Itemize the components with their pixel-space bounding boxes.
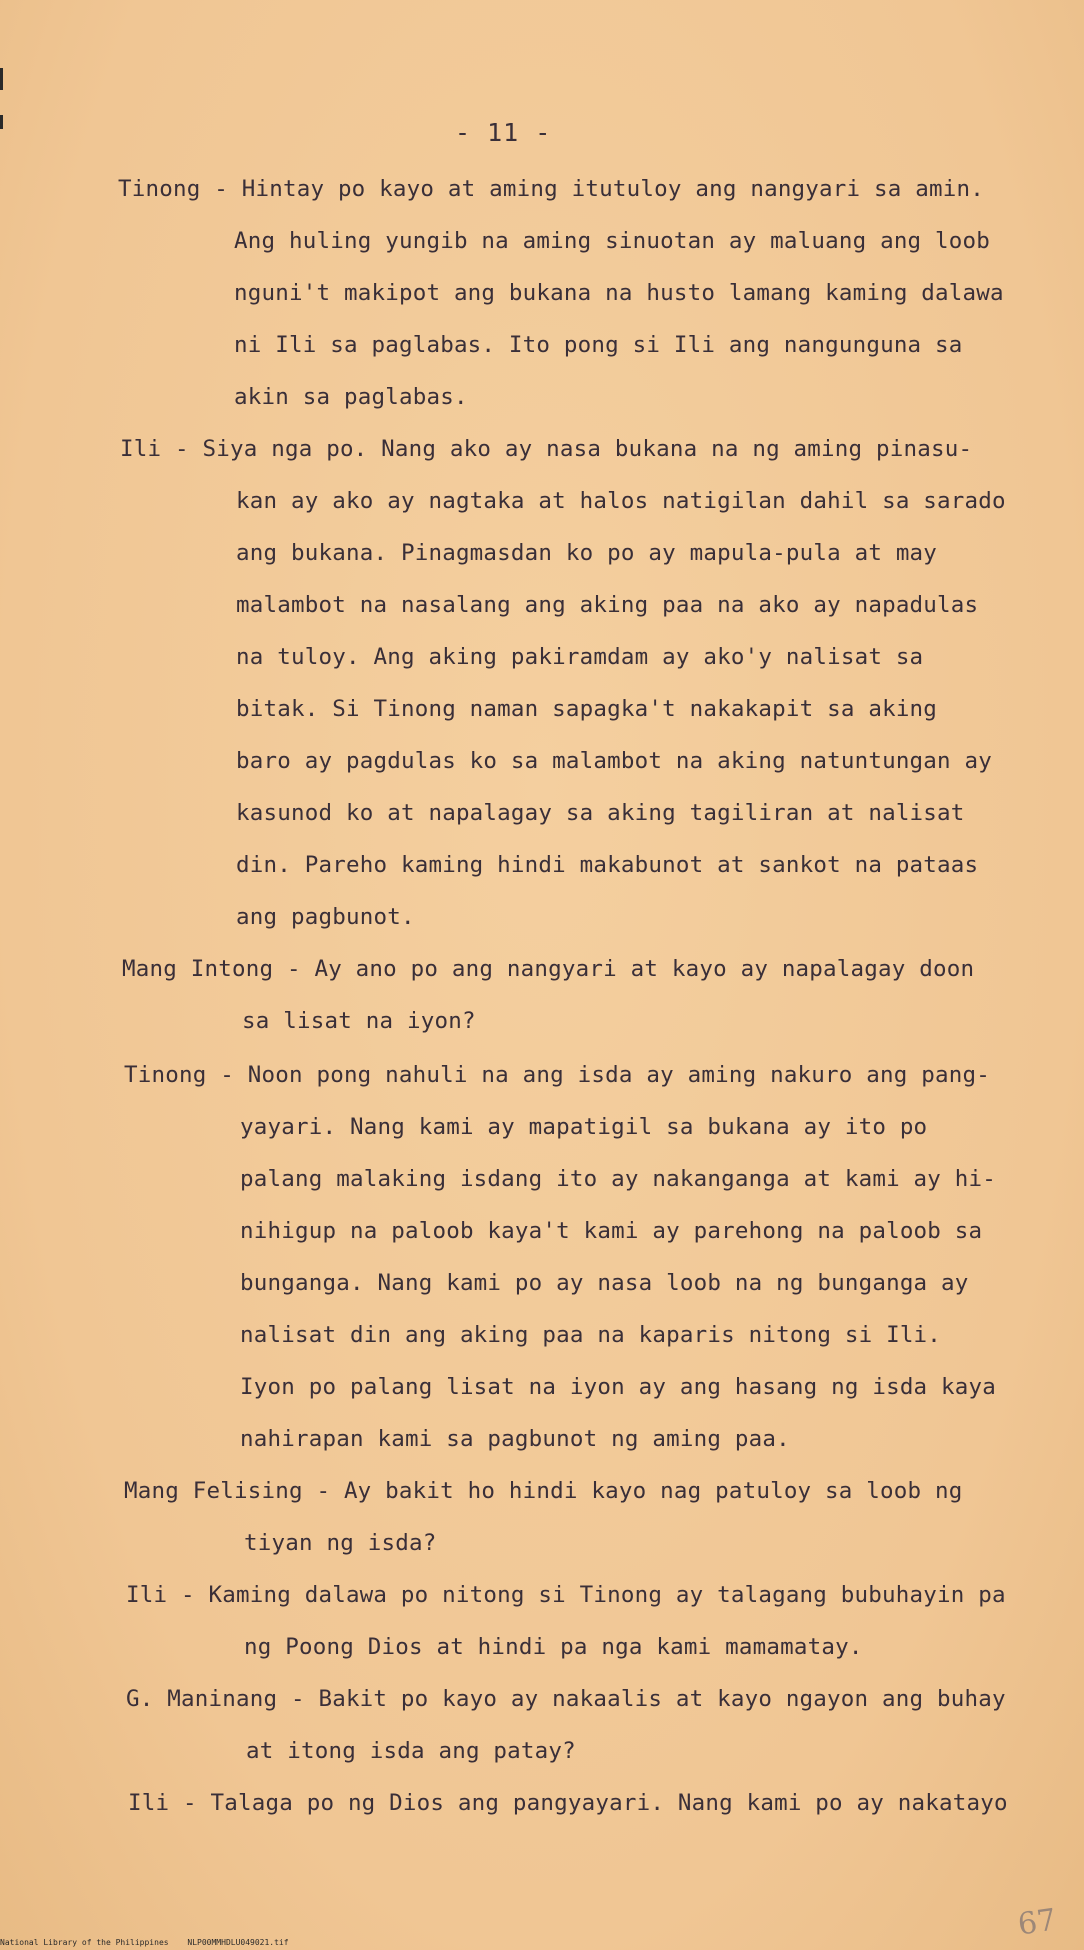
text-line: Ili - Kaming dalawa po nitong si Tinong ay talagang bubuhayin pa bbox=[126, 1582, 1006, 1608]
text-line: ang pagbunot. bbox=[236, 904, 415, 930]
text-line: yayari. Nang kami ay mapatigil sa bukana ay ito po bbox=[240, 1114, 928, 1140]
text-line: malambot na nasalang ang aking paa na ako ay napadulas bbox=[236, 592, 979, 618]
text-line: Ang huling yungib na aming sinuotan ay maluang ang loob bbox=[234, 228, 991, 254]
text-line: bitak. Si Tinong naman sapagka't nakakapit sa aking bbox=[236, 696, 938, 722]
text-line: Mang Felising - Ay bakit ho hindi kayo nag patuloy sa loob ng bbox=[124, 1478, 963, 1504]
text-line: Iyon po palang lisat na iyon ay ang hasang ng isda kaya bbox=[240, 1374, 997, 1400]
binding-mark bbox=[0, 115, 3, 129]
text-line: Ili - Siya nga po. Nang ako ay nasa bukana na ng aming pinasu- bbox=[120, 436, 973, 462]
text-line: kasunod ko at napalagay sa aking tagiliran at nalisat bbox=[236, 800, 965, 826]
text-line: Ili - Talaga po ng Dios ang pangyayari. Nang kami po ay nakatayo bbox=[128, 1790, 1008, 1816]
text-line: nahirapan kami sa pagbunot ng aming paa. bbox=[240, 1426, 790, 1452]
text-line: ng Poong Dios at hindi pa nga kami mamamatay. bbox=[244, 1634, 863, 1660]
text-line: nguni't makipot ang bukana na husto lamang kaming dalawa bbox=[234, 280, 1004, 306]
text-line: ang bukana. Pinagmasdan ko po ay mapula-pula at may bbox=[236, 540, 938, 566]
handwritten-folio-mark: 67 bbox=[1015, 1902, 1059, 1943]
page-number: - 11 - bbox=[455, 118, 552, 147]
text-line: akin sa paglabas. bbox=[234, 384, 468, 410]
binding-mark bbox=[0, 68, 3, 90]
scan-footer bbox=[0, 1938, 303, 1947]
text-line: nalisat din ang aking paa na kaparis nitong si Ili. bbox=[240, 1322, 942, 1348]
text-line: tiyan ng isda? bbox=[244, 1530, 437, 1556]
text-line: ni Ili sa paglabas. Ito pong si Ili ang nangunguna sa bbox=[234, 332, 963, 358]
footer-source: National Library of the Philippines bbox=[0, 1938, 169, 1947]
text-line: bunganga. Nang kami po ay nasa loob na ng bunganga ay bbox=[240, 1270, 969, 1296]
text-line: nihigup na paloob kaya't kami ay parehong na paloob sa bbox=[240, 1218, 983, 1244]
text-line: Mang Intong - Ay ano po ang nangyari at kayo ay napalagay doon bbox=[122, 956, 975, 982]
text-line: at itong isda ang patay? bbox=[246, 1738, 576, 1764]
text-line: Tinong - Noon pong nahuli na ang isda ay aming nakuro ang pang- bbox=[124, 1062, 991, 1088]
text-line: din. Pareho kaming hindi makabunot at sankot na pataas bbox=[236, 852, 979, 878]
text-line: G. Maninang - Bakit po kayo ay nakaalis at kayo ngayon ang buhay bbox=[126, 1686, 1006, 1712]
footer-filename: NLP00MMHDLU049021.tif bbox=[187, 1938, 289, 1947]
text-line: sa lisat na iyon? bbox=[242, 1008, 476, 1034]
text-line: na tuloy. Ang aking pakiramdam ay ako'y nalisat sa bbox=[236, 644, 924, 670]
text-line: baro ay pagdulas ko sa malambot na aking natuntungan ay bbox=[236, 748, 993, 774]
text-line: palang malaking isdang ito ay nakanganga at kami ay hi- bbox=[240, 1166, 997, 1192]
text-line: kan ay ako ay nagtaka at halos natigilan dahil sa sarado bbox=[236, 488, 1006, 514]
text-line: Tinong - Hintay po kayo at aming itutuloy ang nangyari sa amin. bbox=[118, 176, 985, 202]
